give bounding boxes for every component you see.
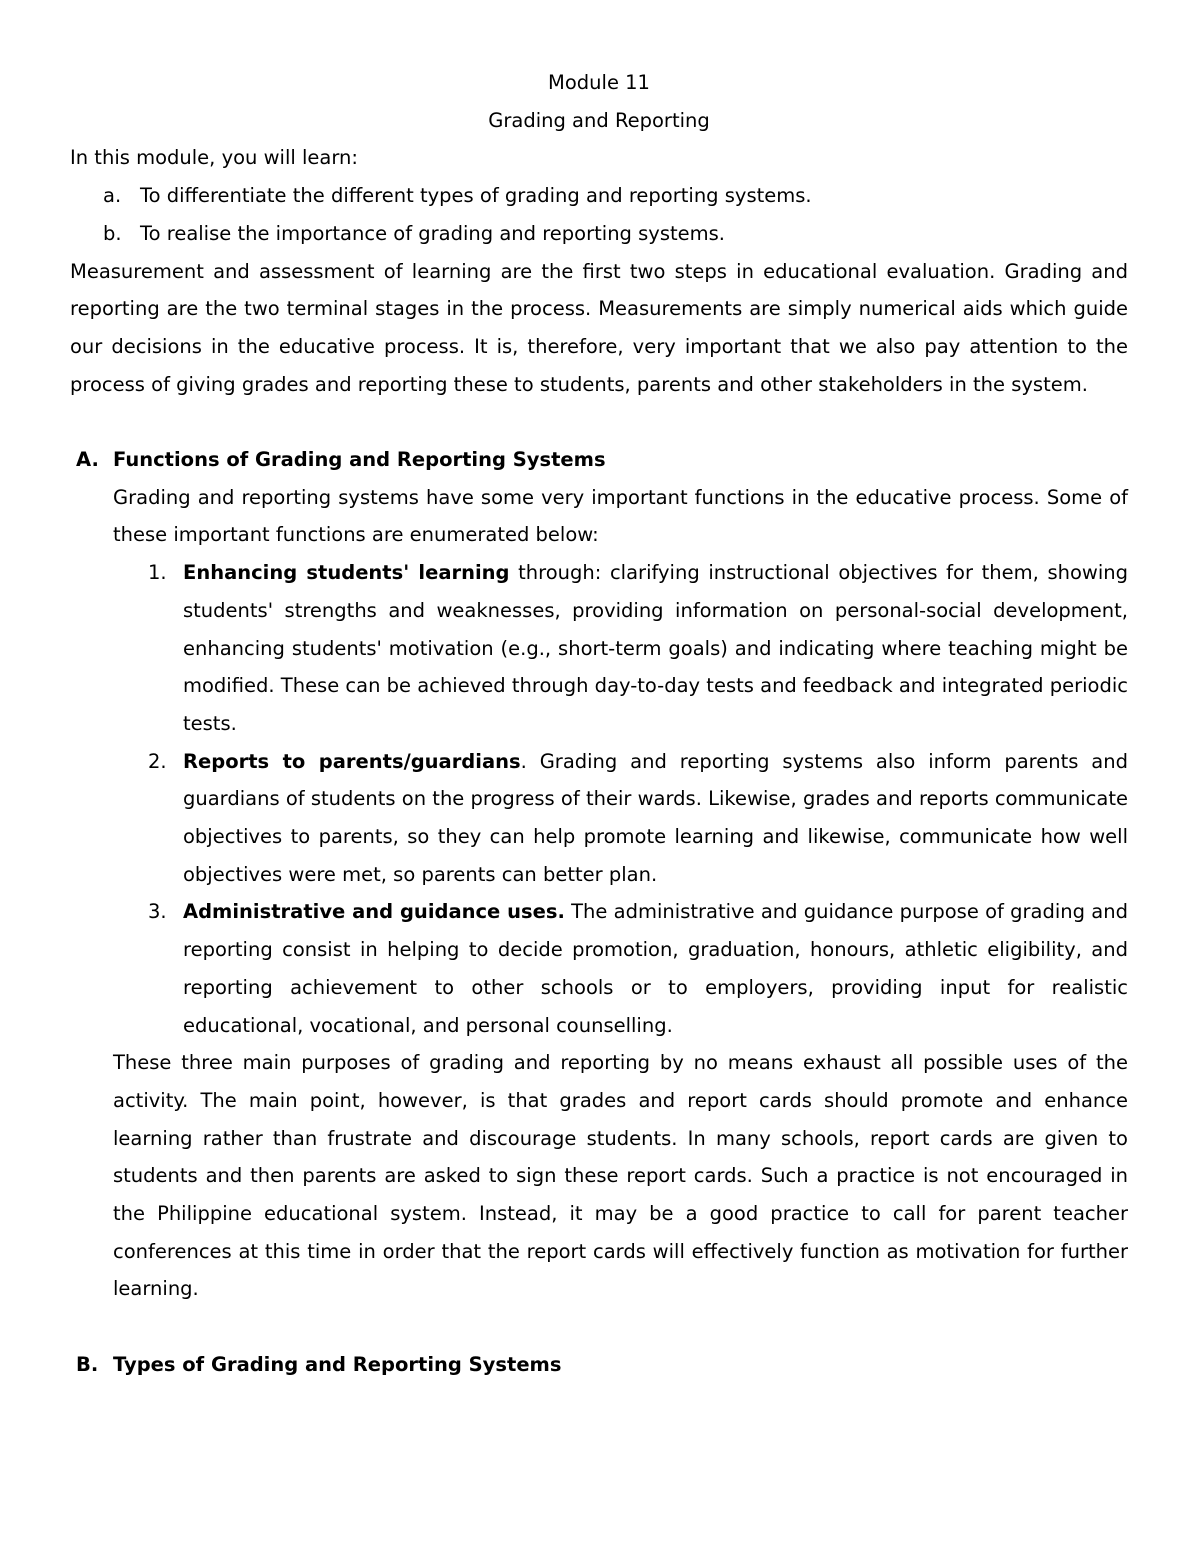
section-title: Functions of Grading and Reporting Systems: [113, 448, 606, 472]
list-marker: 1.: [148, 561, 167, 585]
list-item: [113, 893, 1128, 1044]
learning-objectives-list: [70, 177, 1128, 252]
section-b-heading: [70, 1346, 1128, 1384]
intro-paragraph: Measurement and assessment of learning are the first two steps in educational evaluation. Grading and reporting are the two terminal stages in the process. Measurements are simply numerical aids which guide our decisions in the educative process. It is, therefore, very important that we also pay attention to the process of giving grades and reporting these to students, parents and other stakeholders in the system.: [70, 259, 1128, 396]
list-item: [113, 554, 1128, 743]
list-marker: 2.: [148, 749, 167, 773]
list-marker: a.: [103, 184, 122, 208]
function-text: The administrative and guidance purpose of grading and reporting consist in helping to decide promotion, graduation, honours, athletic eligibility, and reporting achievement to other schools or to employers, providing input for realistic educational, vocational, and personal counselling.: [183, 900, 1128, 1037]
function-term: Reports to parents/guardians: [183, 749, 521, 773]
objective-text: To differentiate the different types of grading and reporting systems.: [140, 184, 812, 208]
spacer: [70, 1308, 1128, 1346]
list-marker: b.: [103, 221, 122, 245]
section-a-intro: Grading and reporting systems have some very important functions in the educative process. Some of these important functions are enumerated below:: [113, 485, 1128, 547]
section-a-heading: [70, 441, 1128, 479]
function-term: Administrative and guidance uses.: [183, 900, 565, 924]
spacer: [70, 403, 1128, 441]
list-marker: 3.: [148, 900, 167, 924]
module-subtitle: Grading and Reporting: [488, 108, 710, 132]
section-marker: A.: [76, 448, 99, 472]
function-term: Enhancing students' learning: [183, 561, 510, 585]
function-text: through: clarifying instructional objectives for them, showing students' strengths and weaknesses, providing information on personal-social development, enhancing students' motivation (e.g., short-term goals) and indicating where teaching might be modified. These can be achieved through day-to-day tests and feedback and integrated periodic tests.: [183, 561, 1128, 735]
section-a-body: [70, 479, 1128, 1308]
list-item: [70, 177, 1128, 215]
section-a-closing: These three main purposes of grading and reporting by no means exhaust all possible uses of the activity. The main point, however, is that grades and report cards should promote and enhance learning rather than frustrate and discourage students. In many schools, report cards are given to students and then parents are asked to sign these report cards. Such a practice is not encouraged in the Philippine educational system. Instead, it may be a good practice to call for parent teacher conferences at this time in order that the report cards will effectively function as motivation for further learning.: [113, 1051, 1128, 1301]
module-title: Module 11: [548, 71, 650, 94]
intro-lead: In this module, you will learn:: [70, 146, 358, 170]
document-page: [70, 64, 1128, 1384]
list-item: [70, 215, 1128, 253]
section-marker: B.: [76, 1352, 99, 1376]
functions-list: [113, 554, 1128, 1044]
function-text: . Grading and reporting systems also inform parents and guardians of students on the progress of their wards. Likewise, grades and reports communicate objectives to parents, so they can help promote learning and likewise, communicate how well objectives were met, so parents can better plan.: [183, 749, 1128, 886]
objective-text: To realise the importance of grading and reporting systems.: [140, 221, 725, 245]
section-title: Types of Grading and Reporting Systems: [113, 1352, 562, 1376]
list-item: [113, 743, 1128, 894]
